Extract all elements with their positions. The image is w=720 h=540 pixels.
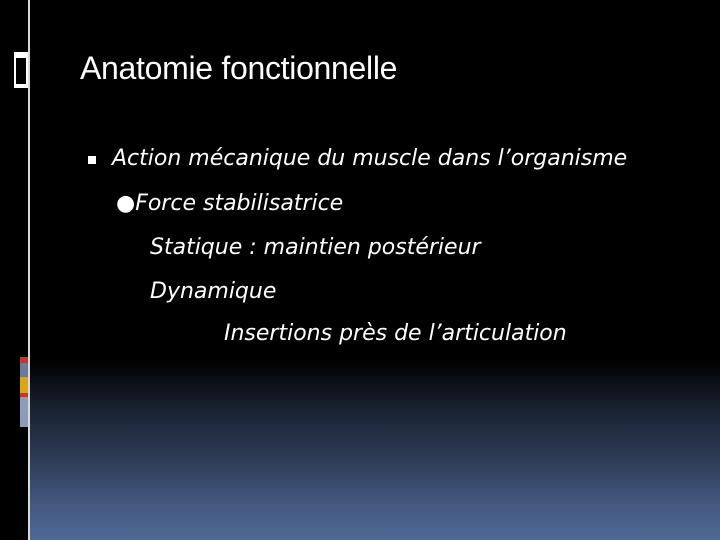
square-bullet-icon: [88, 156, 96, 164]
bullet-line-2: ●Force stabilisatrice: [116, 191, 344, 216]
title-marker-inner: [16, 58, 26, 84]
accent-bar-light: [20, 397, 28, 427]
bullet-line-1: Action mécanique du muscle dans l’organisme: [112, 146, 628, 171]
slide-title: Anatomie fonctionnelle: [80, 50, 398, 86]
vertical-divider: [28, 0, 30, 540]
accent-bar-slate: [20, 363, 28, 377]
bullet-line-3: Statique : maintien postérieur: [150, 235, 481, 260]
accent-bar-gold: [20, 377, 28, 393]
bullet-line-4: Dynamique: [150, 279, 277, 304]
bullet-line-5: Insertions près de l’articulation: [224, 321, 567, 346]
